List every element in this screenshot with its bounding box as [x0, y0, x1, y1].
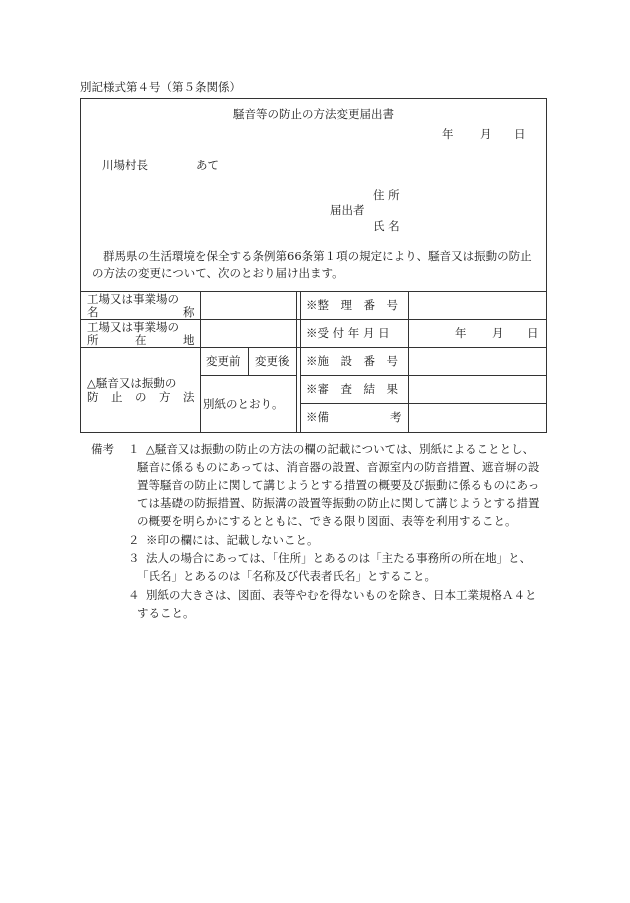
- note-1-line4: ては基礎の防振措置、防振溝の設置等振動の防止に関して講じようとする措置: [137, 496, 540, 510]
- method-label-l2c: の: [135, 390, 147, 404]
- col-line-2a: [296, 291, 297, 433]
- note-3-line2: 「氏名」とあるのは「名称及び代表者氏名」とすること。: [137, 569, 436, 583]
- factory-name-label-l2b: 称: [183, 305, 195, 319]
- row-line-2: [80, 347, 547, 348]
- header-date-day: 日: [514, 127, 526, 141]
- note-1-line3: 置等騒音の防止に関して講じようとする措置の概要及び振動に係るものにあっ: [137, 478, 540, 492]
- col-line-3: [408, 291, 409, 433]
- method-label-l2d: 方: [159, 390, 171, 404]
- note-1-line5: の概要を明らかにするとともに、できる限り図面、表等を利用すること。: [137, 514, 517, 528]
- row-line-4-right: [300, 403, 547, 404]
- note-1-line1: △騒音又は振動の防止の方法の欄の記載については、別紙によることとし、: [146, 442, 535, 456]
- col-line-2b: [300, 291, 301, 433]
- note-4-number: ４: [128, 588, 140, 602]
- header-date-year: 年: [442, 127, 454, 141]
- body-text-line1: 群馬県の生活環境を保全する条例第66条第１項の規定により、騒音又は振動の防止: [103, 249, 532, 263]
- form-title: 騒音等の防止の方法変更届出書: [233, 107, 394, 121]
- applicant-label: 届出者: [330, 203, 365, 217]
- received-date-label: ※受 付 年 月 日: [306, 326, 390, 340]
- factory-address-label-l2a: 所: [87, 333, 99, 347]
- method-label-l2b: 止: [111, 390, 123, 404]
- note-1-number: １: [128, 442, 140, 456]
- ref-number-label: ※整 理 番 号: [306, 298, 398, 312]
- note-4-line2: すること。: [137, 606, 195, 620]
- review-result-label: ※審 査 結 果: [306, 382, 398, 396]
- facility-number-label: ※施 設 番 号: [306, 354, 398, 368]
- form-label: 別記様式第４号（第５条関係）: [80, 80, 241, 94]
- header-date-month: 月: [480, 127, 492, 141]
- note-1-line2: 騒音に係るものにあっては、消音器の設置、音源室内の防音措置、遮音塀の設: [137, 460, 540, 474]
- addressee-suffix: あて: [196, 158, 219, 172]
- remarks-label-b: 考: [390, 410, 402, 424]
- method-label-l2a: 防: [87, 390, 99, 404]
- address-label: 住 所: [373, 188, 400, 202]
- addressee-name: 川場村長: [102, 158, 148, 172]
- received-year: 年: [455, 326, 467, 340]
- factory-address-label-l2c: 地: [183, 333, 195, 347]
- note-3-number: ３: [128, 551, 140, 565]
- before-change-label: 変更前: [206, 354, 241, 368]
- remarks-label-a: ※備: [306, 410, 329, 424]
- after-change-label: 変更後: [255, 354, 290, 368]
- notes-heading: 備考: [91, 442, 114, 456]
- col-line-before-after: [248, 347, 249, 375]
- received-month: 月: [492, 326, 504, 340]
- method-label-l2e: 法: [183, 390, 195, 404]
- note-4-line1: 別紙の大きさは、図面、表等やむを得ないものを除き、日本工業規格Ａ４と: [146, 588, 537, 602]
- factory-address-label-l1: 工場又は事業場の: [87, 320, 179, 334]
- name-label: 氏 名: [373, 219, 400, 233]
- note-2-number: ２: [128, 533, 140, 547]
- note-3-line1: 法人の場合にあっては、「住所」とあるのは「主たる事務所の所在地」と、: [146, 551, 532, 565]
- row-line-3-left: [200, 375, 296, 376]
- row-line-3-right: [300, 375, 547, 376]
- body-text-line2: の方法の変更について、次のとおり届け出ます。: [92, 266, 344, 280]
- col-line-1: [200, 291, 201, 433]
- method-label-l1: △騒音又は振動の: [87, 376, 177, 390]
- note-2-line1: ※印の欄には、記載しないこと。: [146, 533, 319, 547]
- separate-sheet-text: 別紙のとおり。: [203, 397, 284, 411]
- factory-name-label-l2a: 名: [87, 305, 99, 319]
- factory-name-label-l1: 工場又は事業場の: [87, 292, 179, 306]
- factory-address-label-l2b: 在: [135, 333, 147, 347]
- received-day: 日: [527, 326, 539, 340]
